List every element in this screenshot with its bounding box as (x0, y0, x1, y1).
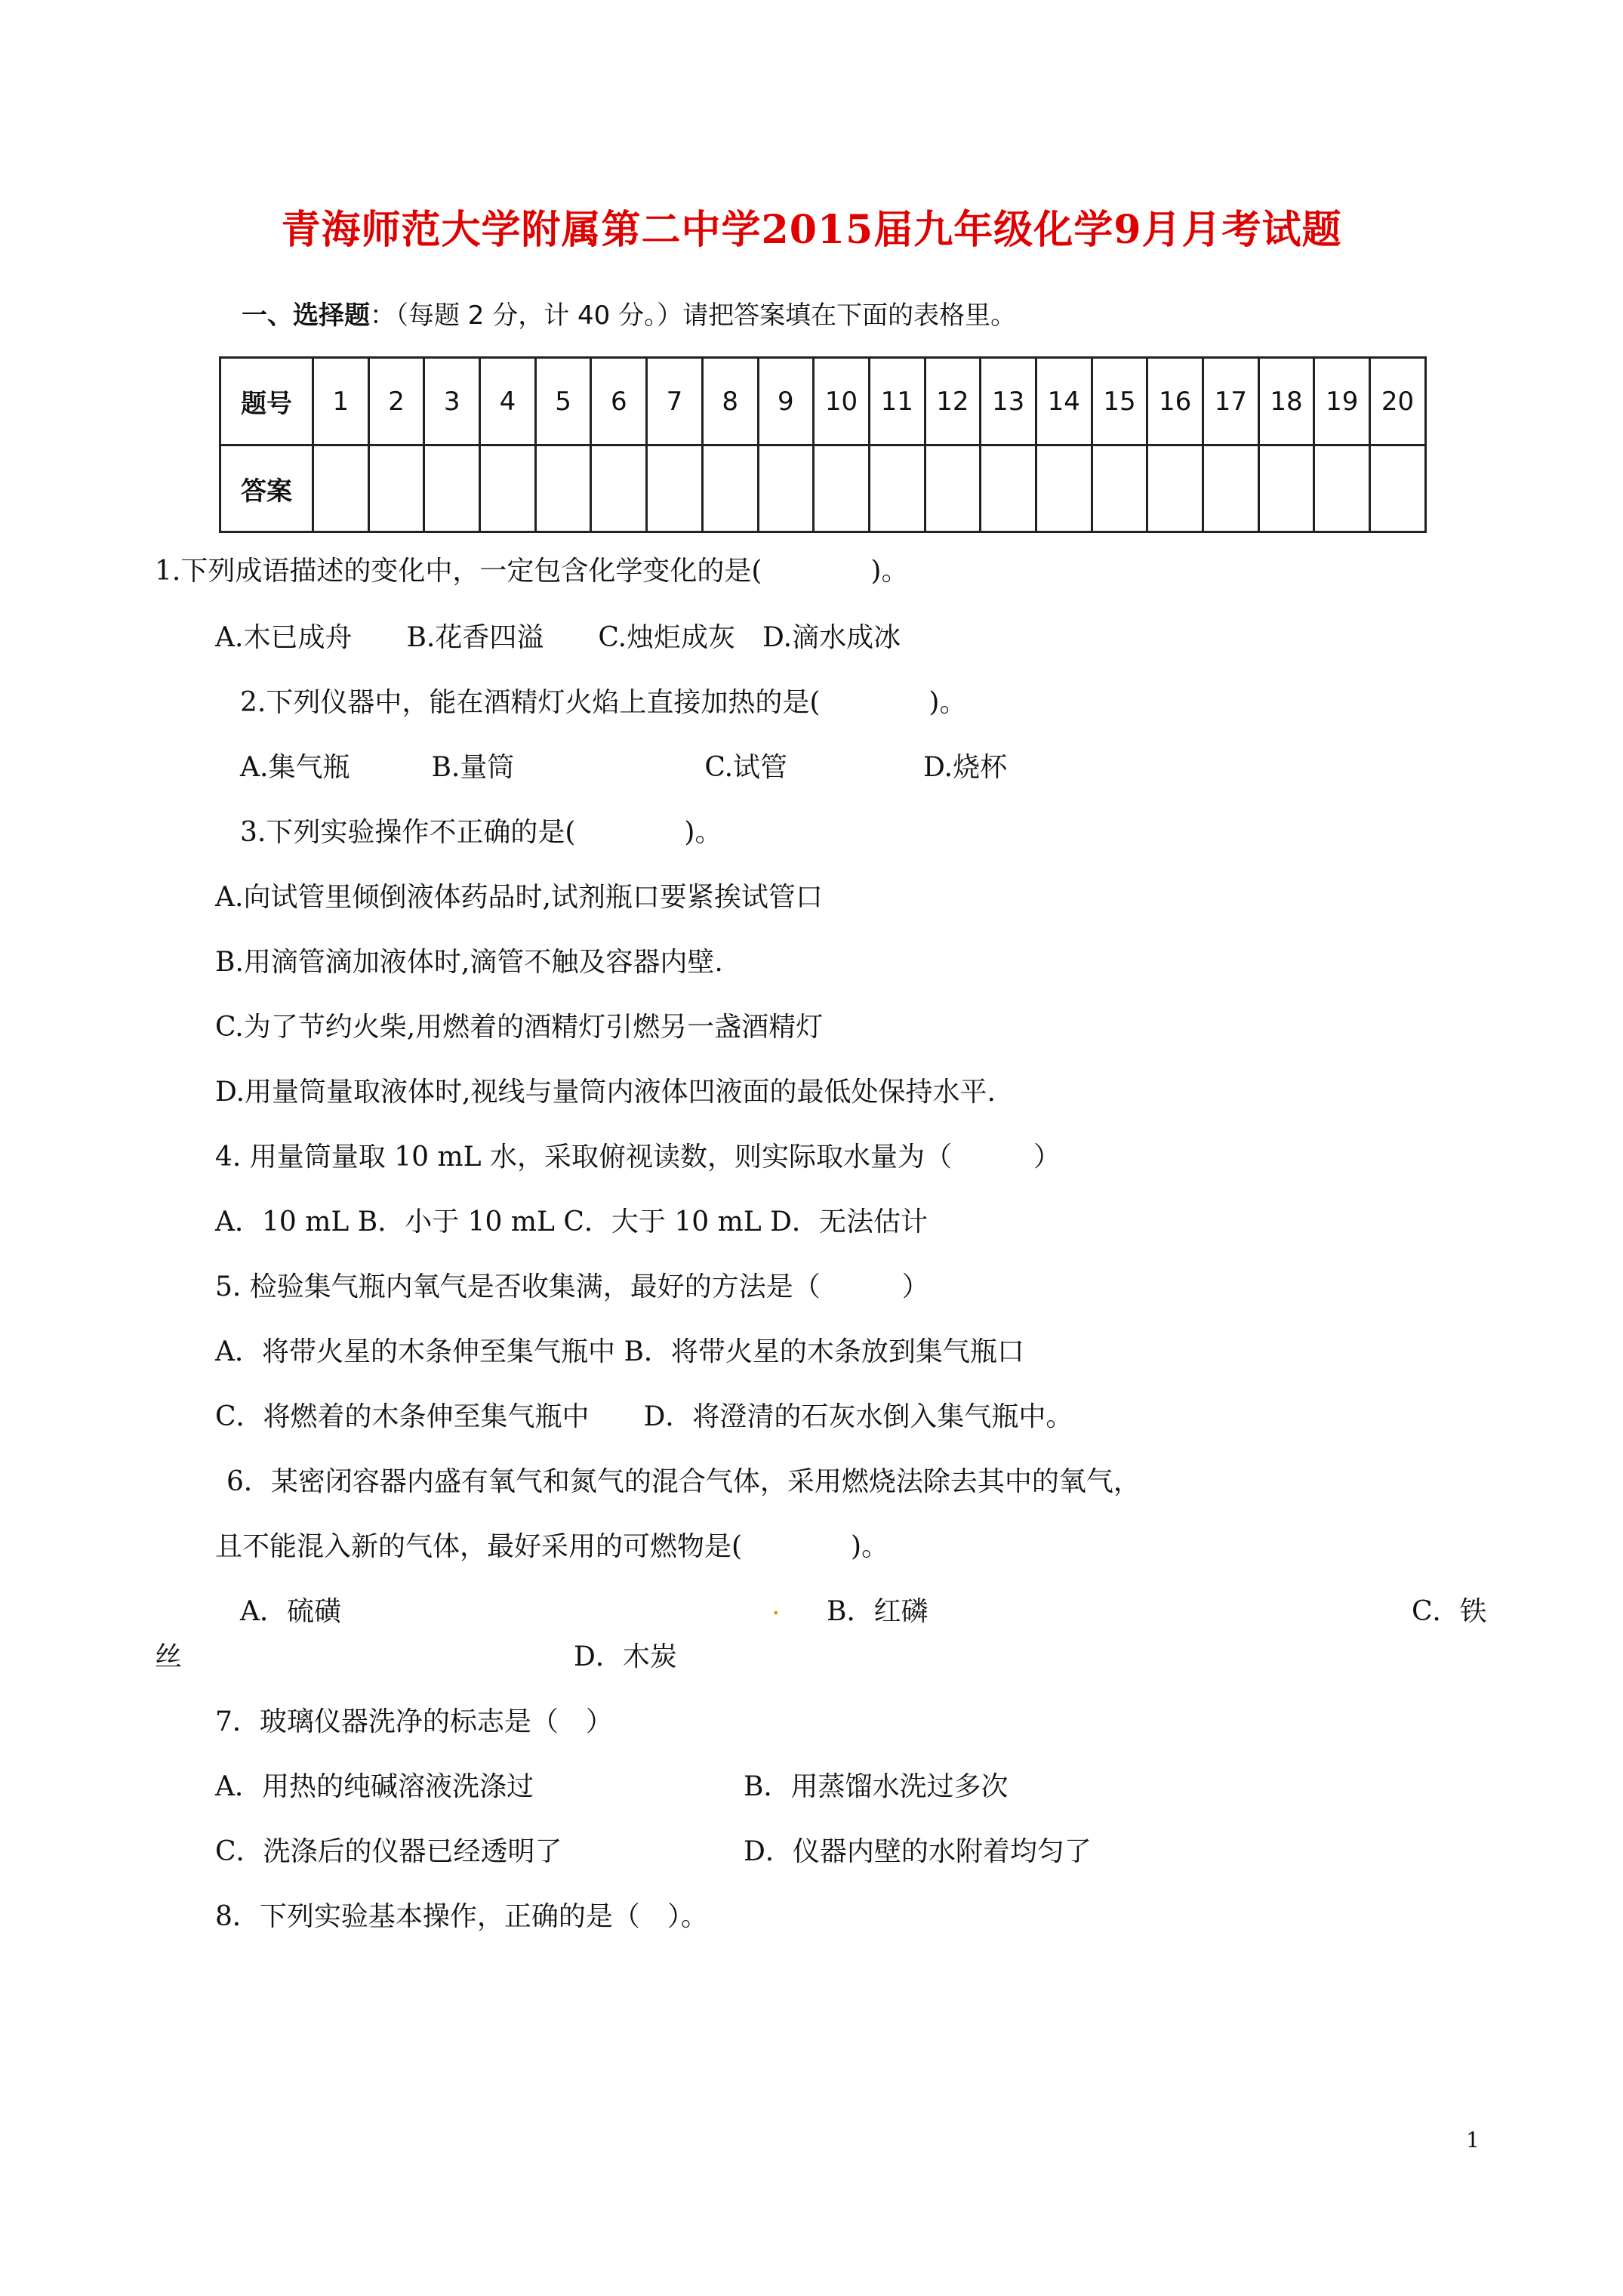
row-label-answer: 答案 (220, 445, 313, 532)
question-number: 20 (1370, 358, 1426, 445)
question-2-options: A.集气瓶 B.量筒 C.试管 D.烧杯 (240, 752, 1008, 783)
question-6-option-d: D．木炭 (574, 1641, 677, 1672)
question-3-option-d: D.用量筒量取液体时,视线与量筒内液体凹液面的最低处保持水平. (215, 1077, 996, 1108)
question-number: 3 (424, 358, 480, 445)
answer-cell[interactable] (1147, 445, 1203, 532)
section-heading (242, 294, 1016, 331)
answer-cell[interactable] (925, 445, 981, 532)
question-3: 3.下列实验操作不正确的是( )。 (240, 817, 722, 848)
question-6: 6．某密闭容器内盛有氧气和氮气的混合气体，采用燃烧法除去其中的氧气， (226, 1466, 1141, 1497)
question-6-continued: 且不能混入新的气体，最好采用的可燃物是( )。 (215, 1531, 889, 1562)
answer-cell[interactable] (869, 445, 925, 532)
question-number: 7 (647, 358, 703, 445)
question-number: 13 (981, 358, 1036, 445)
question-number: 6 (591, 358, 647, 445)
stray-dot: . (771, 1590, 781, 1621)
answer-cell[interactable] (1092, 445, 1147, 532)
answer-cell[interactable] (1036, 445, 1092, 532)
question-number: 11 (869, 358, 925, 445)
section-prefix: 一、选择题 (242, 300, 370, 331)
question-number: 1 (313, 358, 369, 445)
question-number: 4 (480, 358, 536, 445)
question-7-option-d: D．仪器内壁的水附着均匀了 (744, 1836, 1092, 1867)
question-3-option-c: C.为了节约火柴,用燃着的酒精灯引燃另一盏酒精灯 (215, 1012, 824, 1043)
question-6-option-b: B．红磷 (827, 1596, 929, 1627)
question-7: 7．玻璃仪器洗净的标志是（ ） (215, 1706, 613, 1737)
answer-cell[interactable] (1258, 445, 1314, 532)
question-number: 5 (535, 358, 591, 445)
question-number: 14 (1036, 358, 1092, 445)
answer-cell[interactable] (1370, 445, 1426, 532)
question-7-option-a: A．用热的纯碱溶液洗涤过 (215, 1771, 534, 1802)
question-5-options-ab: A．将带火星的木条伸至集气瓶中 B．将带火星的木条放到集气瓶口 (215, 1336, 1024, 1367)
question-1: 1.下列成语描述的变化中，一定包含化学变化的是( )。 (155, 556, 909, 587)
answer-table (219, 356, 1427, 533)
question-number: 9 (758, 358, 814, 445)
question-number: 18 (1258, 358, 1314, 445)
answer-cell[interactable] (1203, 445, 1259, 532)
question-number: 15 (1092, 358, 1147, 445)
question-3-option-a: A.向试管里倾倒液体药品时,试剂瓶口要紧挨试管口 (215, 882, 823, 913)
answer-cell[interactable] (313, 445, 369, 532)
row-label-number: 题号 (220, 358, 313, 445)
question-5-options-cd: C．将燃着的木条伸至集气瓶中 D．将澄清的石灰水倒入集气瓶中。 (215, 1401, 1073, 1432)
question-3-option-b: B.用滴管滴加液体时,滴管不触及容器内壁. (215, 947, 723, 978)
answer-cell[interactable] (702, 445, 758, 532)
answer-cell[interactable] (814, 445, 870, 532)
question-number: 8 (702, 358, 758, 445)
question-5: 5. 检验集气瓶内氧气是否收集满，最好的方法是（ ） (215, 1271, 929, 1302)
answer-cell[interactable] (591, 445, 647, 532)
question-number: 12 (925, 358, 981, 445)
question-7-option-b: B．用蒸馏水洗过多次 (744, 1771, 1009, 1802)
question-4: 4. 用量筒量取 10 mL 水，采取俯视读数，则实际取水量为（ ） (215, 1142, 1061, 1173)
question-number: 10 (814, 358, 870, 445)
answer-cell[interactable] (424, 445, 480, 532)
answer-cell[interactable] (535, 445, 591, 532)
section-instructions: ：（每题 2 分，计 40 分。）请把答案填在下面的表格里。 (370, 300, 1017, 331)
answer-cell[interactable] (480, 445, 536, 532)
question-number: 19 (1314, 358, 1370, 445)
question-6-option-c-wrap: 丝 (155, 1641, 183, 1672)
page-title: 青海师范大学附属第二中学2015届九年级化学9月月考试题 (281, 207, 1342, 253)
question-number: 2 (368, 358, 424, 445)
answer-cell[interactable] (1314, 445, 1370, 532)
page-number: 1 (1466, 2128, 1480, 2153)
answer-cell[interactable] (647, 445, 703, 532)
answer-table-answer-row (220, 445, 1426, 532)
question-number: 17 (1203, 358, 1259, 445)
question-4-options: A．10 mL B．小于 10 mL C．大于 10 mL D．无法估计 (215, 1207, 928, 1237)
question-8: 8．下列实验基本操作，正确的是（ ）。 (215, 1901, 708, 1932)
question-2: 2.下列仪器中，能在酒精灯火焰上直接加热的是( )。 (240, 687, 967, 718)
answer-table-number-row (220, 358, 1426, 445)
answer-cell[interactable] (981, 445, 1036, 532)
answer-cell[interactable] (368, 445, 424, 532)
question-6-option-c: C．铁 (1412, 1596, 1487, 1627)
question-6-option-a: A．硫磺 (240, 1596, 341, 1627)
question-1-options: A.木已成舟 B.花香四溢 C.烛炬成灰 D.滴水成冰 (215, 622, 901, 653)
answer-cell[interactable] (758, 445, 814, 532)
question-number: 16 (1147, 358, 1203, 445)
question-7-option-c: C．洗涤后的仪器已经透明了 (215, 1836, 562, 1867)
